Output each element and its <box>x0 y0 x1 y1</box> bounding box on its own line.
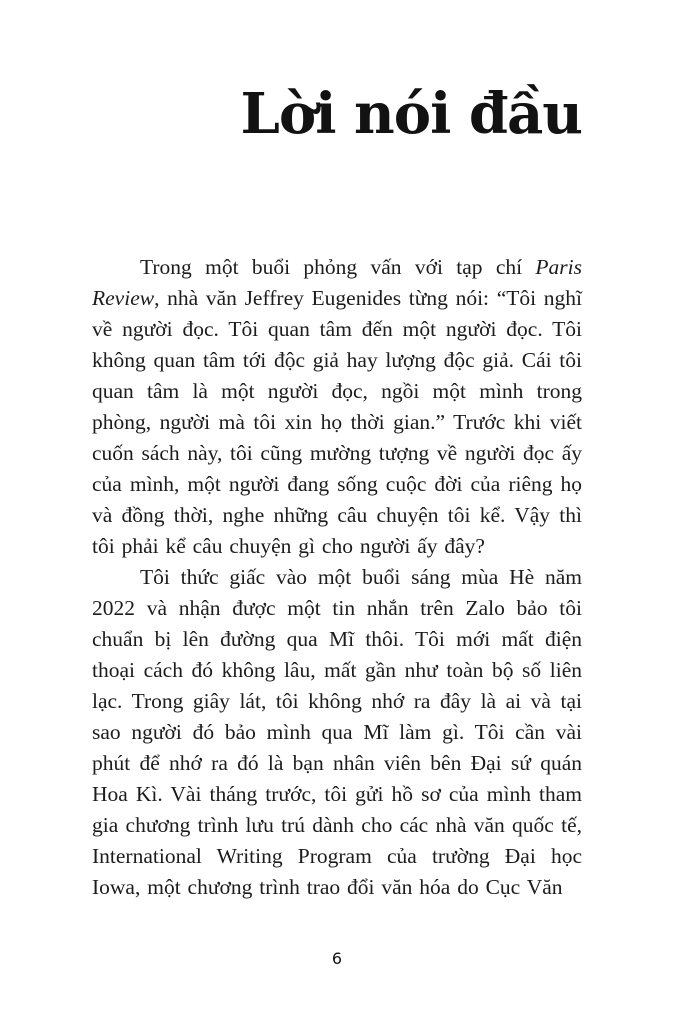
paragraph-1 <box>92 252 582 562</box>
magazine-name-italic: Paris Review <box>92 255 582 310</box>
paragraph-1-rest: , nhà văn Jeffrey Eugenides từng nói: “Tôi nghĩ về người đọc. Tôi quan tâm đến một người đọc. Tôi không quan tâm tới độc giả hay lượng độc giả. Cái tôi quan tâm là một người đọc, ngồi một mình trong phòng, người mà tôi xin họ thời gian.” Trước khi viết cuốn sách này, tôi cũng mường tượng về người đọc ấy của mình, một người đang sống cuộc đời của riêng họ và đồng thời, nghe những câu chuyện tôi kể. Vậy thì tôi phải kể câu chuyện gì cho người ấy đây? <box>92 286 582 558</box>
body-text <box>92 252 582 903</box>
page-number: 6 <box>331 949 343 968</box>
paragraph-1-lead: Trong một buổi phỏng vấn với tạp chí <box>140 255 536 279</box>
page-title: Lời nói đầu <box>240 81 582 147</box>
paragraph-2: Tôi thức giấc vào một buổi sáng mùa Hè năm 2022 và nhận được một tin nhắn trên Zalo bảo tôi chuẩn bị lên đường qua Mĩ thôi. Tôi mới mất điện thoại cách đó không lâu, mất gần như toàn bộ số liên lạc. Trong giây lát, tôi không nhớ ra đây là ai và tại sao người đó bảo mình qua Mĩ làm gì. Tôi cần vài phút để nhớ ra đó là bạn nhân viên bên Đại sứ quán Hoa Kì. Vài tháng trước, tôi gửi hồ sơ của mình tham gia chương trình lưu trú dành cho các nhà văn quốc tế, International Writing Program của trường Đại học Iowa, một chương trình trao đổi văn hóa do Cục Văn <box>92 565 582 899</box>
